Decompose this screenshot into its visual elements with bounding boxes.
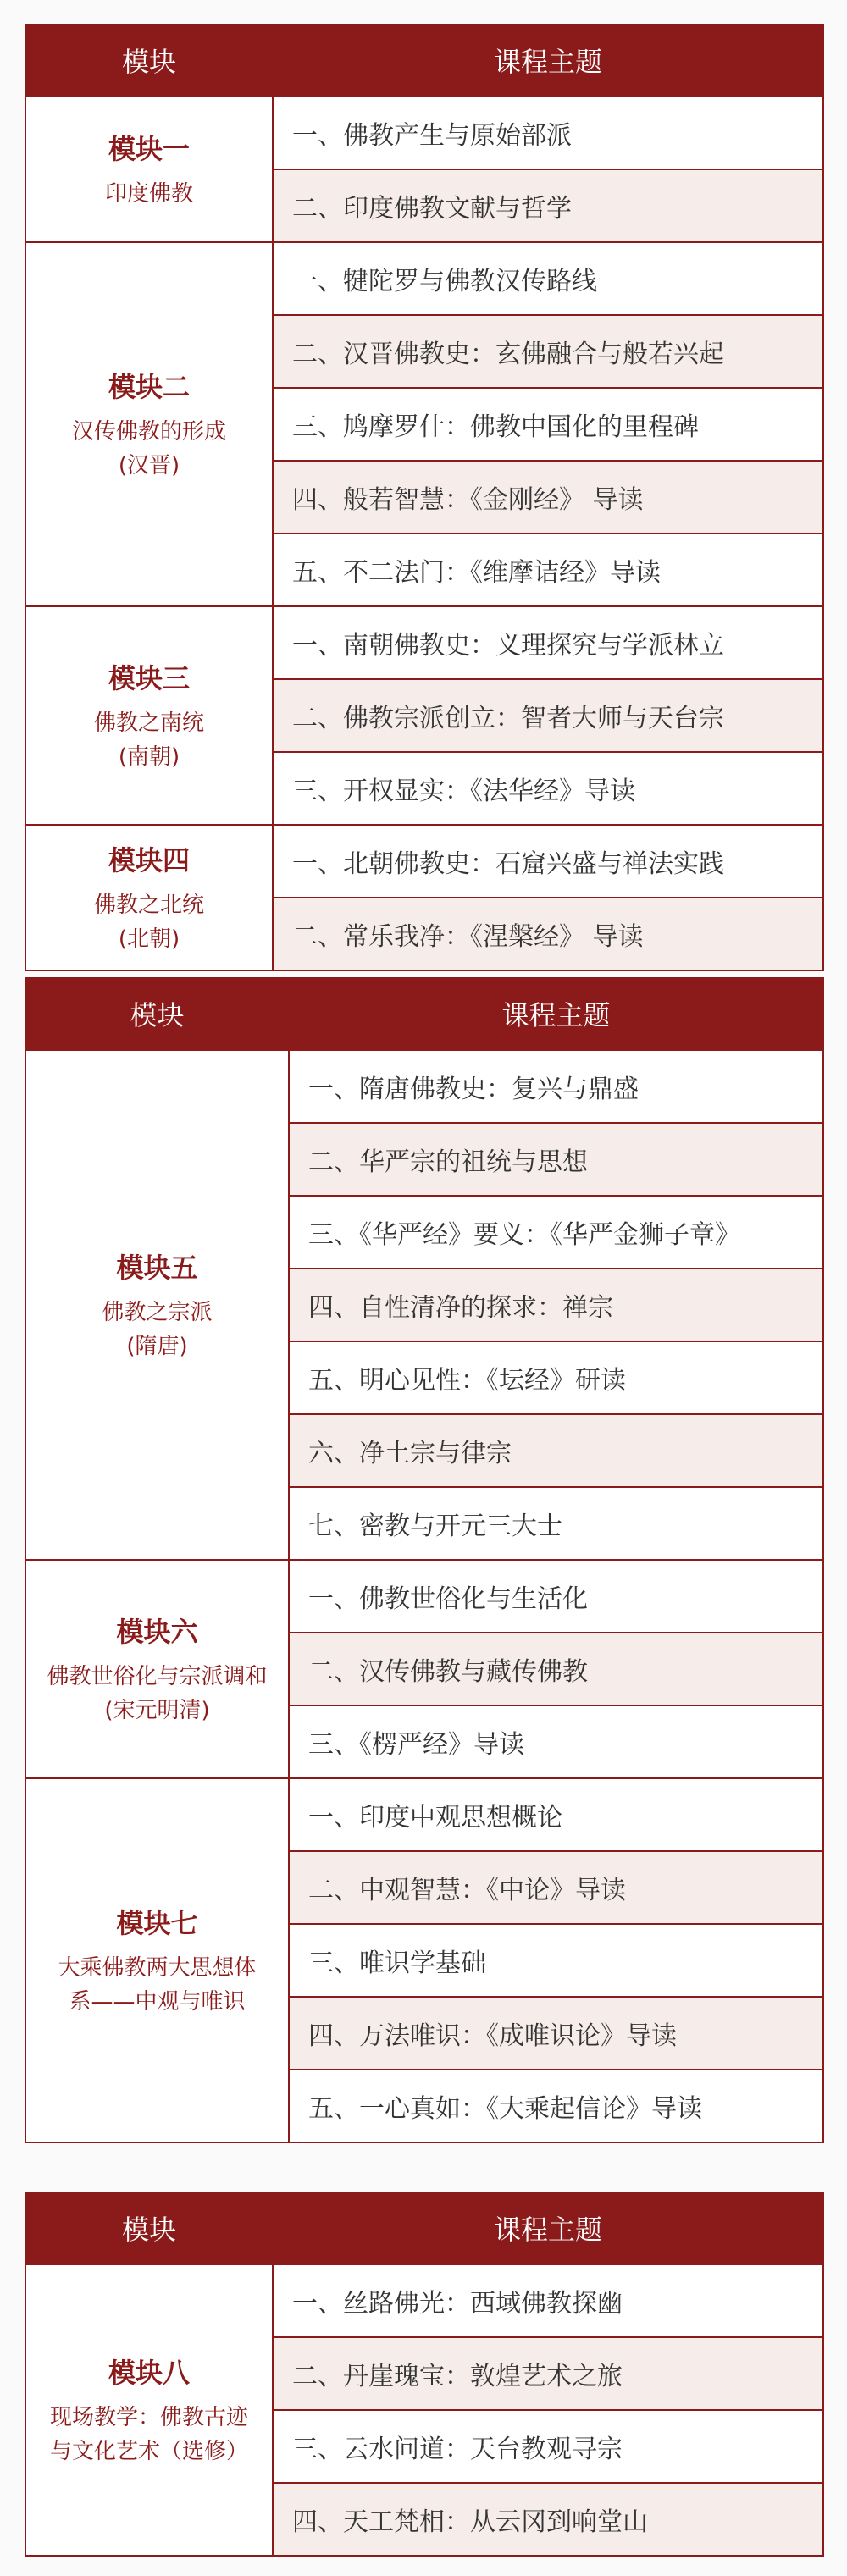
- module-column-header: 模块: [25, 24, 273, 97]
- topic-cell: 三、《楞严经》导读: [289, 1705, 823, 1778]
- module-name: 模块一: [108, 133, 190, 165]
- topic-cell: 三、开权显实：《法华经》导读: [273, 752, 823, 825]
- module-cell: [25, 242, 273, 606]
- module-name: 模块七: [116, 1907, 198, 1939]
- topic-cell: 一、南朝佛教史：义理探究与学派林立: [273, 606, 823, 679]
- topic-column-header: 课程主题: [289, 977, 823, 1050]
- topic-cell: 五、一心真如：《大乘起信论》导读: [289, 2070, 823, 2142]
- topic-cell: 二、佛教宗派创立：智者大师与天台宗: [273, 679, 823, 752]
- topic-cell: 一、印度中观思想概论: [289, 1778, 823, 1851]
- table-body-1: [25, 97, 823, 970]
- table-row: [25, 1050, 823, 1123]
- module-subtitle: 佛教之宗派 (隋唐): [102, 1300, 213, 1359]
- module-name: 模块六: [116, 1616, 198, 1648]
- topic-cell: 一、佛教世俗化与生活化: [289, 1560, 823, 1633]
- module-cell: [25, 97, 273, 242]
- table-body-2: [25, 1050, 823, 2142]
- topic-cell: 五、明心见性：《坛经》研读: [289, 1341, 823, 1414]
- course-table-1: [25, 24, 824, 971]
- topic-cell: 二、汉晋佛教史：玄佛融合与般若兴起: [273, 315, 823, 388]
- table-row: [25, 97, 823, 169]
- module-name: 模块五: [116, 1252, 198, 1284]
- table-body-3: [25, 2264, 823, 2556]
- topic-column-header: 课程主题: [273, 24, 823, 97]
- table-row: [25, 606, 823, 679]
- topic-cell: 一、北朝佛教史：石窟兴盛与禅法实践: [273, 825, 823, 898]
- topic-cell: 二、中观智慧：《中论》导读: [289, 1851, 823, 1924]
- module-subtitle: 佛教世俗化与宗派调和 (宋元明清): [47, 1664, 268, 1723]
- topic-cell: 二、印度佛教文献与哲学: [273, 169, 823, 242]
- topic-cell: 一、隋唐佛教史：复兴与鼎盛: [289, 1050, 823, 1123]
- topic-cell: 六、净土宗与律宗: [289, 1414, 823, 1487]
- topic-cell: 二、常乐我净：《涅槃经》 导读: [273, 898, 823, 970]
- topic-cell: 三、云水问道：天台教观寻宗: [273, 2410, 823, 2483]
- topic-cell: 二、华严宗的祖统与思想: [289, 1123, 823, 1196]
- module-cell: [25, 1560, 289, 1778]
- topic-cell: 一、丝路佛光：西域佛教探幽: [273, 2264, 823, 2337]
- module-name: 模块八: [108, 2357, 190, 2389]
- topic-cell: 一、犍陀罗与佛教汉传路线: [273, 242, 823, 315]
- module-subtitle: 佛教之北统 (北朝): [93, 893, 204, 952]
- module-subtitle: 佛教之南统 (南朝): [93, 710, 204, 770]
- table-row: [25, 2264, 823, 2337]
- module-cell: [25, 2264, 273, 2556]
- course-table-3: [25, 2192, 824, 2557]
- topic-cell: 四、般若智慧：《金刚经》 导读: [273, 461, 823, 533]
- topic-cell: 三、唯识学基础: [289, 1924, 823, 1997]
- course-table-2: [25, 977, 824, 2143]
- table-row: [25, 1560, 823, 1633]
- table-row: [25, 1778, 823, 1851]
- module-cell: [25, 606, 273, 825]
- module-name: 模块三: [108, 662, 190, 694]
- topic-cell: 四、天工梵相：从云冈到响堂山: [273, 2483, 823, 2556]
- topic-cell: 七、密教与开元三大士: [289, 1487, 823, 1560]
- module-cell: [25, 1778, 289, 2142]
- topic-cell: 五、不二法门：《维摩诘经》导读: [273, 533, 823, 606]
- module-column-header: 模块: [25, 977, 289, 1050]
- topic-cell: 二、丹崖瑰宝：敦煌艺术之旅: [273, 2337, 823, 2410]
- module-cell: [25, 825, 273, 970]
- topic-cell: 一、佛教产生与原始部派: [273, 97, 823, 169]
- module-name: 模块四: [108, 844, 190, 876]
- module-cell: [25, 1050, 289, 1560]
- topic-column-header: 课程主题: [273, 2192, 823, 2264]
- topic-cell: 二、汉传佛教与藏传佛教: [289, 1633, 823, 1705]
- module-subtitle: 现场教学：佛教古迹 与文化艺术（选修）: [49, 2405, 248, 2464]
- topic-cell: 四、自性清净的探求：禅宗: [289, 1269, 823, 1341]
- module-subtitle: 汉传佛教的形成 (汉晋): [71, 419, 226, 478]
- module-column-header: 模块: [25, 2192, 273, 2264]
- table-row: [25, 242, 823, 315]
- topic-cell: 三、《华严经》要义：《华严金狮子章》: [289, 1196, 823, 1269]
- topic-cell: 四、万法唯识：《成唯识论》导读: [289, 1997, 823, 2070]
- topic-cell: 三、鸠摩罗什：佛教中国化的里程碑: [273, 388, 823, 461]
- table-row: [25, 825, 823, 898]
- module-name: 模块二: [108, 371, 190, 403]
- module-subtitle: 印度佛教: [104, 181, 193, 207]
- module-subtitle: 大乘佛教两大思想体 系——中观与唯识: [58, 1955, 257, 2015]
